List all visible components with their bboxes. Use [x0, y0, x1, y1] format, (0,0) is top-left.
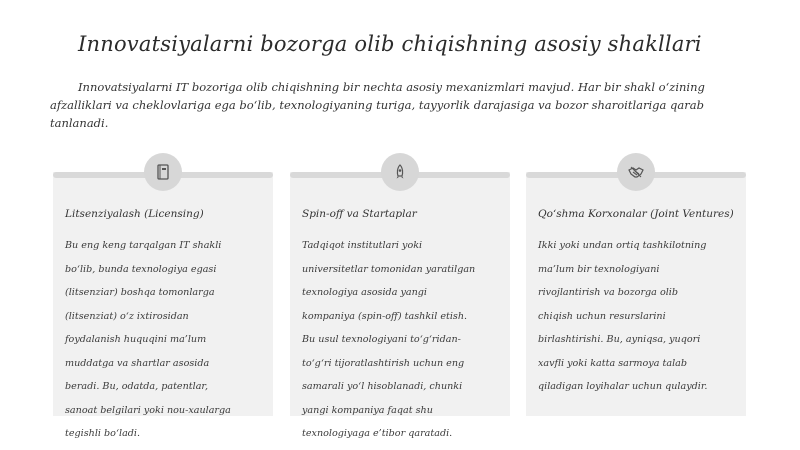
page-title: Innovatsiyalarni bozorga olib chiqishning asosiy shakllari — [78, 32, 702, 56]
card-licensing — [53, 172, 273, 439]
card-body: Ikki yoki undan ortiq tashkilotning ma’lum bir texnologiyani rivojlantirish va bozorga olib chiqish uchun resurslarini birlashtirishi. Bu, ayniqsa, yuqori xavfli yoki katta sarmoya talab qiladigan loyihalar uchun qulaydir. — [538, 240, 708, 392]
card-title: Qo‘shma Korxonalar (Joint Ventures) — [538, 208, 734, 220]
rocket-icon — [381, 153, 419, 191]
card-spinoff — [290, 172, 510, 439]
card-joint-ventures — [526, 172, 746, 416]
card-title: Litsenziyalash (Licensing) — [65, 208, 204, 220]
card-body: Bu eng keng tarqalgan IT shakli bo‘lib, bunda texnologiya egasi (litsenziar) boshqa tomonlarga (litsenziat) o‘z ixtirosidan foydalanish huquqini ma’lum muddatga va shartlar asosida beradi. Bu, odatda, patentlar, sanoat belgilari yoki nou-xaularga tegishli bo‘ladi. — [65, 240, 231, 439]
handshake-icon — [617, 153, 655, 191]
intro-paragraph: Innovatsiyalarni IT bozoriga olib chiqishning bir nechta asosiy mexanizmlari mavjud. Har bir shakl o‘zining afzalliklari va cheklovlariga ega bo‘lib, texnologiyaning turiga, tayyorlik darajasiga va bozor sharoitlariga qarab tanlanadi. — [50, 80, 705, 130]
book-icon — [144, 153, 182, 191]
card-body: Tadqiqot institutlari yoki universitetlar tomonidan yaratilgan texnologiya asosida yangi kompaniya (spin-off) tashkil etish. Bu usul texnologiyani to‘g‘ridan-to‘g‘ri tijoratlashtirish uchun eng samarali yo‘l hisoblanadi, chunki yangi kompaniya faqat shu texnologiyaga e’tibor qaratadi. — [302, 240, 476, 439]
card-title: Spin-off va Startaplar — [302, 208, 417, 220]
